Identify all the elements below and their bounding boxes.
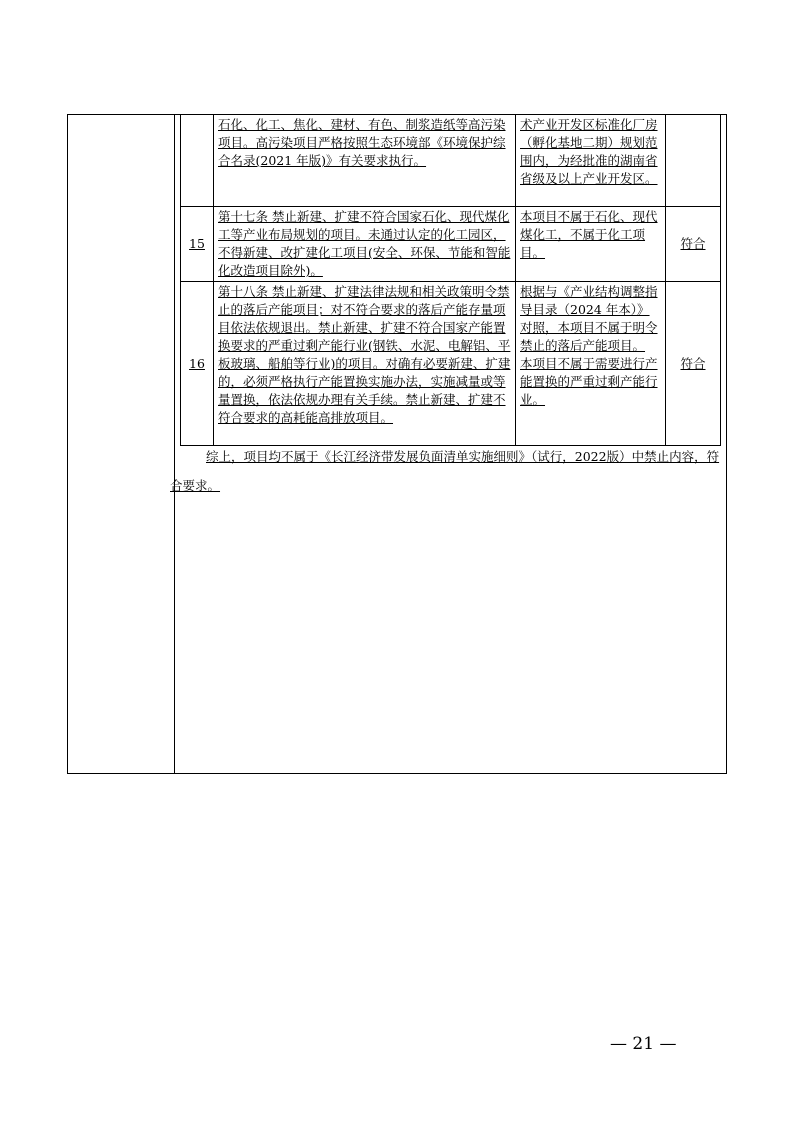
analysis-cell [516,282,666,446]
analysis-text-2: 本项目不属于需要进行产能置换的严重过剩产能行业。 [520,356,658,407]
requirement-cell: 第十七条 禁止新建、扩建不符合国家石化、现代煤化工等产业布局规划的项目。未通过认定的化工园区，不得新建、改扩建化工项目(安全、环保、节能和智能化改造项目除外)。 [214,207,516,282]
table-row [181,115,721,207]
row-number: 15 [181,207,214,282]
result-cell: 符合 [666,207,721,282]
row-number [181,115,214,207]
analysis-text: 根据与《产业结构调整指导目录（2024 年本）》对照，本项目不属于明令禁止的落后产能项目。 [520,284,658,353]
negative-list-table [180,114,721,446]
table-row [181,207,721,282]
table-row [181,282,721,446]
result-cell: 符合 [666,282,721,446]
row-number: 16 [181,282,214,446]
analysis-cell: 本项目不属于石化、现代煤化工，不属于化工项目。 [516,207,666,282]
summary-paragraph: 综上，项目均不属于《长江经济带发展负面清单实施细则》（试行，2022版）中禁止内容，符合要求。 [170,449,720,493]
requirement-cell: 石化、化工、焦化、建材、有色、制浆造纸等高污染项目。高污染项目严格按照生态环境部《环境保护综合名录(2021 年版)》有关要求执行。 [214,115,516,207]
analysis-cell: 术产业开发区标准化厂房（孵化基地二期）规划范围内，为经批准的湖南省省级及以上产业开发区。 [516,115,666,207]
page-number: — 21 — [610,1034,677,1054]
requirement-cell: 第十八条 禁止新建、扩建法律法规和相关政策明令禁止的落后产能项目；对不符合要求的落后产能存量项目依法依规退出。禁止新建、扩建不符合国家产能置换要求的严重过剩产能行业(钢铁、水泥、电解铝、平板玻璃、船舶等行业)的项目。对确有必要新建、扩建的，必须严格执行产能置换实施办法，实施减量或等量置换，依法依规办理有关手续。禁止新建、扩建不符合要求的高耗能高排放项目。 [214,282,516,446]
result-cell [666,115,721,207]
